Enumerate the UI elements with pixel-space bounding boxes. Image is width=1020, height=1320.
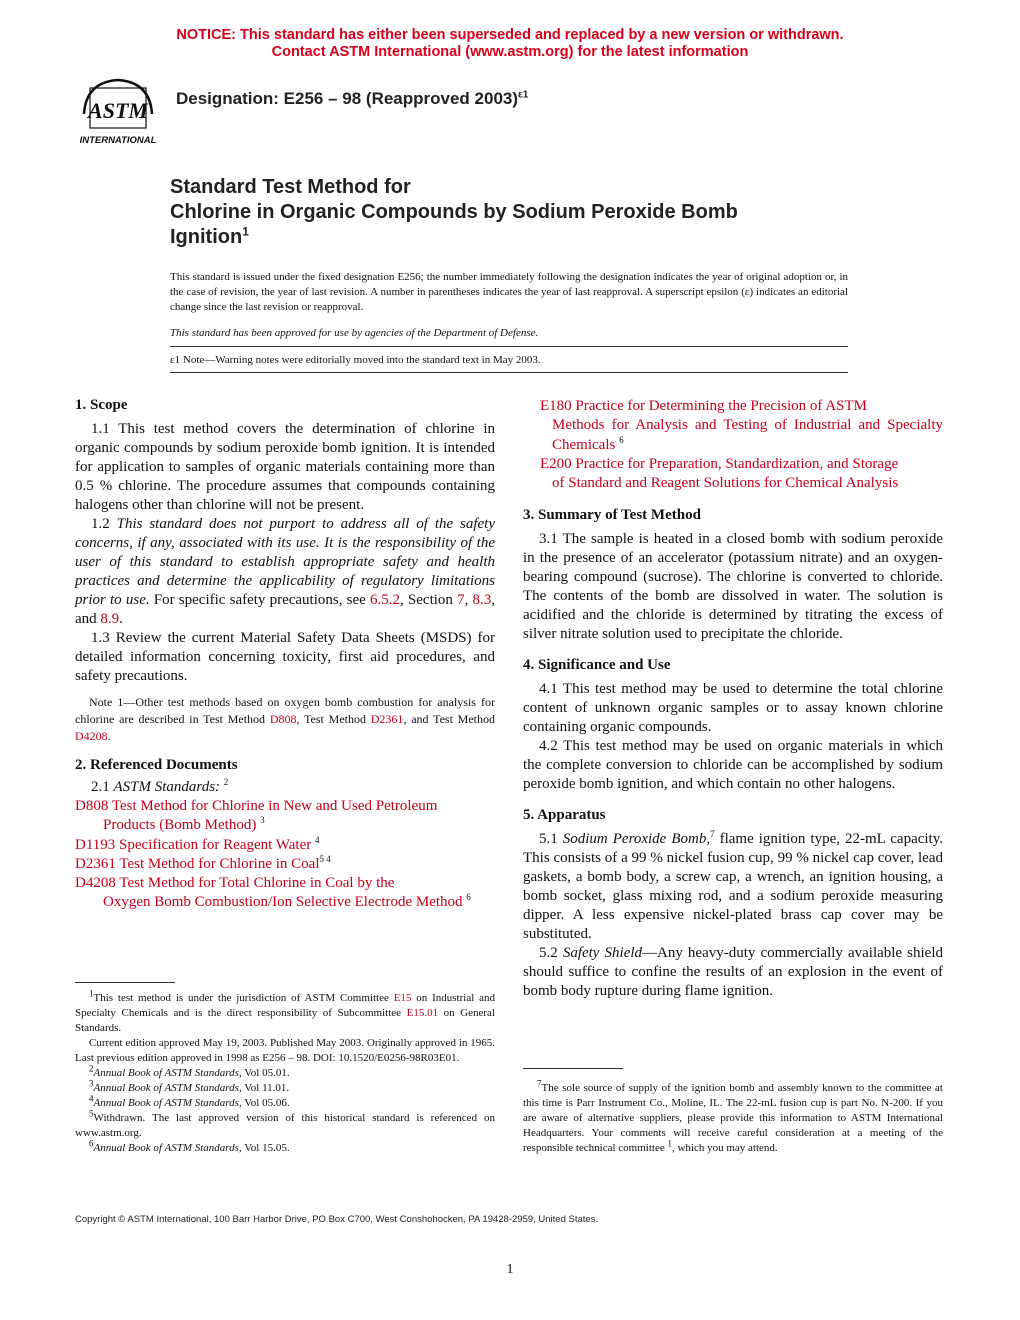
refdocs-intro-sup: 2 — [223, 777, 229, 787]
scope-1-3: 1.3 Review the current Material Safety Data Sheets (MSDS) for detailed information concerning toxicity, first aid procedures, and safety precautions. — [75, 630, 495, 684]
designation — [176, 89, 528, 109]
ref-item — [75, 874, 495, 913]
scope-1-2-sep3: , and — [75, 592, 495, 627]
document-title — [170, 175, 738, 250]
note-1-a: Note 1—Other test methods based on oxygen bomb combustion for analysis for chlorine are described in Test Method — [75, 695, 495, 726]
ref-cont-e180[interactable]: Methods for Analysis and Testing of Industrial and Specialty Chemicals — [552, 417, 943, 453]
footnote-7 — [523, 1078, 943, 1156]
astm-logo — [76, 74, 160, 148]
footnote-5: $^5$Withdrawn. The last approved version of this historical standard is referenced on www.astm.org. — [75, 1108, 495, 1139]
apparatus-5-2 — [523, 944, 943, 1001]
scope-1-2-sep1: , Section — [399, 592, 458, 608]
title-line-1: Standard Test Method for — [170, 176, 411, 198]
ref-sup-d808: 3 — [260, 815, 265, 826]
footnote-6: $^6$Annual Book of ASTM Standards, Vol 15.05. — [89, 1138, 290, 1154]
link-8-9[interactable]: 8.9 — [100, 611, 120, 627]
note-1 — [75, 694, 495, 745]
note-1-c: , and Test Method — [403, 712, 496, 726]
left-column — [75, 397, 495, 913]
right-refs — [540, 397, 943, 493]
right-column — [523, 507, 943, 1001]
ref-code-e200[interactable]: E200 — [540, 455, 572, 472]
link-section-7[interactable]: 7 — [457, 592, 465, 608]
ref-item — [75, 836, 495, 855]
ref-code-d1193[interactable]: D1193 — [75, 836, 116, 853]
designation-label: Designation: E256 – 98 (Reapproved 2003) — [176, 89, 519, 108]
ref-code-e180[interactable]: E180 — [540, 398, 572, 414]
footnote-7-sup: 1 — [667, 1138, 672, 1149]
link-d808-note[interactable]: D808 — [269, 712, 297, 726]
footnote-1-b: on Industrial and Specialty Chemicals and is the direct responsibility of Subcommittee — [75, 992, 495, 1019]
editorial-note — [170, 353, 541, 368]
ref-item — [540, 455, 943, 494]
scope-heading: 1. Scope — [75, 397, 128, 413]
note-1-d: . — [107, 729, 111, 743]
editorial-note-text: Note—Warning notes were editorially moved into the standard text in May 2003. — [182, 354, 541, 366]
apparatus-heading: 5. Apparatus — [523, 807, 606, 823]
dod-approval: This standard has been approved for use by agencies of the Department of Defense. — [170, 327, 539, 339]
link-d2361-note[interactable]: D2361 — [370, 712, 404, 726]
issuance-statement: This standard is issued under the fixed designation E256; the number immediately following the designation indicates the year of original adoption or, in the case of revision, the year of last revision. A number in parentheses indicates the year of last reapproval. A superscript epsilon (ε) indicates an editorial change since the last revision or reapproval. — [170, 271, 848, 313]
refdocs-intro-num: 2.1 — [91, 779, 110, 795]
apparatus-5-2-italic: Safety Shield — [562, 945, 643, 961]
footnote-5-text: Withdrawn. The last approved version of this historical standard is referenced on www.astm.org. — [75, 1112, 495, 1139]
ref-item — [540, 397, 943, 455]
divider-bottom — [170, 372, 848, 373]
ref-title-d1193[interactable]: Specification for Reagent Water — [119, 836, 312, 853]
astm-logo-icon — [76, 74, 160, 148]
footnote-2-vol: , Vol 05.01. — [238, 1067, 290, 1079]
significance-4-2: 4.2 This test method may be used on organic materials in which the complete conversion to chloride can be accomplished by sodium peroxide bomb ignition, and which contain no other halogens. — [523, 738, 943, 792]
footnote-6-vol: , Vol 15.05. — [238, 1142, 290, 1154]
editorial-note-mark: ε1 — [170, 354, 181, 366]
title-sup: 1 — [242, 224, 249, 239]
ref-sup-e180: 6 — [619, 434, 624, 445]
link-e15-01[interactable]: E15.01 — [406, 1007, 439, 1019]
footnote-7-b: , which you may attend. — [671, 1142, 778, 1154]
footnote-4: $^4$Annual Book of ASTM Standards, Vol 05.06. — [89, 1093, 290, 1109]
note-1-b: , Test Method — [296, 712, 371, 726]
footnote-4-book: Annual Book of ASTM Standards — [93, 1097, 239, 1109]
refdocs-intro — [75, 778, 495, 797]
apparatus-5-1 — [523, 830, 943, 944]
footnote-2: $^2$Annual Book of ASTM Standards, Vol 05.01. — [89, 1063, 290, 1079]
ref-sup-d1193: 4 — [314, 834, 320, 845]
link-e15[interactable]: E15 — [393, 992, 412, 1004]
ref-cont-d4208[interactable]: Oxygen Bomb Combustion/Ion Selective Electrode Method — [103, 894, 463, 911]
footnote-rule-right — [523, 1068, 623, 1069]
ref-title-e180[interactable]: Practice for Determining the Precision of ASTM — [575, 398, 868, 414]
footnote-1-c: on General Standards. — [75, 1007, 496, 1034]
ref-code-d4208[interactable]: D4208 — [75, 875, 116, 892]
footnote-3-vol: , Vol 11.01. — [238, 1082, 290, 1094]
scope-1-2-end: . — [119, 611, 123, 627]
ref-item — [75, 855, 495, 874]
designation-sup: ε1 — [518, 89, 529, 101]
footnote-1-edition: Current edition approved May 19, 2003. Published May 2003. Originally approved in 1965. Last previous edition approved in 1998 as E256 – 98. DOI: 10.1520/E0256-98R03E01. — [75, 1037, 495, 1064]
notice-line-2: Contact ASTM International (www.astm.org) for the latest information — [271, 44, 749, 60]
ref-cont-d808[interactable]: Products (Bomb Method) — [103, 817, 257, 834]
summary-3-1: 3.1 The sample is heated in a closed bomb with sodium peroxide in the presence of an accelerator (potassium nitrate) and an oxygen-bearing compound (sucrose). The chlorine is converted to chloride. The contents of the bomb are dissolved in water. The solution is acidified and the chloride is determined by titrating the excess of silver nitrate solution used to precipitate the chloride. — [523, 531, 943, 642]
scope-1-2-italic: This standard does not purport to address all of the safety concerns, if any, associated with its use. It is the responsibility of the user of this standard to establish appropriate safety and health practices and determine the applicability of regulatory limitations prior to use. — [75, 516, 496, 608]
footnote-3-book: Annual Book of ASTM Standards — [93, 1082, 239, 1094]
footnote-1-a: This test method is under the jurisdiction of ASTM Committee — [93, 992, 394, 1004]
copyright: Copyright © ASTM International, 100 Barr Harbor Drive, PO Box C700, West Conshohocken, PA 19428-2959, United States. — [75, 1214, 599, 1225]
title-line-3: Ignition — [170, 226, 243, 248]
footnote-6-book: Annual Book of ASTM Standards — [93, 1142, 239, 1154]
apparatus-5-2-num: 5.2 — [539, 945, 558, 961]
link-8-3[interactable]: 8.3 — [472, 592, 492, 608]
withdrawal-notice — [0, 27, 1020, 61]
apparatus-5-1-sup: 7 — [710, 829, 715, 839]
ref-cont-e200[interactable]: of Standard and Reagent Solutions for Chemical Analysis — [552, 475, 899, 492]
significance-4-1: 4.1 This test method may be used to determine the total chlorine content of unknown organic samples or to assay known chlorine containing organic compounds. — [523, 681, 943, 735]
title-line-2: Chlorine in Organic Compounds by Sodium Peroxide Bomb — [170, 201, 738, 223]
refdocs-heading: 2. Referenced Documents — [75, 757, 238, 773]
ref-title-d2361[interactable]: Test Method for Chlorine in Coal — [119, 855, 320, 872]
logo-subtext: INTERNATIONAL — [79, 135, 157, 146]
link-d4208-note[interactable]: D4208 — [75, 729, 108, 743]
ref-item — [75, 797, 495, 836]
footnote-7-a: The sole source of supply of the ignition bomb and assembly known to the committee at this time is Parr Instrument Co., Moline, IL. The 22-mL fusion cup is part No. N-200. If you are aware of alternative suppliers, please provide this information to ASTM International Headquarters. Your comments will receive careful consideration at a meeting of the responsible technical committee — [523, 1082, 943, 1154]
notice-line-1: NOTICE: This standard has either been superseded and replaced by a new version or withdrawn. — [176, 27, 844, 43]
summary-heading: 3. Summary of Test Method — [523, 507, 701, 523]
footnotes-left — [75, 988, 496, 1156]
footnote-4-vol: , Vol 05.06. — [238, 1097, 290, 1109]
footnote-2-book: Annual Book of ASTM Standards — [93, 1067, 239, 1079]
footnote-rule-left — [75, 982, 175, 983]
ref-sup-d2361: 5 4 — [319, 853, 331, 864]
footnote-3: $^3$Annual Book of ASTM Standards, Vol 11.01. — [89, 1078, 290, 1094]
ref-title-e200[interactable]: Practice for Preparation, Standardization, and Storage — [575, 455, 899, 472]
footnote-1: $^1$This test method is under the jurisdiction of ASTM Committee E15 on Industrial and Specialty Chemicals and is the direct responsibility of Subcommittee E15.01 on General Standards. — [75, 988, 496, 1034]
ref-title-d808[interactable]: Test Method for Chlorine in New and Used Petroleum — [111, 798, 438, 814]
logo-text: ASTM — [88, 98, 148, 123]
apparatus-5-1-italic: Sodium Peroxide Bomb, — [562, 831, 711, 847]
page-number: 1 — [506, 1262, 514, 1277]
refdocs-intro-italic: ASTM Standards: — [113, 779, 221, 795]
scope-1-2-num: 1.2 — [91, 516, 110, 532]
ref-sup-d4208: 6 — [466, 892, 471, 903]
scope-1-2-tail: For specific safety precautions, see — [153, 592, 366, 608]
apparatus-5-1-num: 5.1 — [539, 831, 558, 847]
scope-1-2 — [75, 515, 495, 629]
significance-heading: 4. Significance and Use — [523, 657, 671, 673]
ref-code-d2361[interactable]: D2361 — [75, 855, 116, 872]
scope-1-2-sep2: , — [464, 592, 473, 608]
divider-top — [170, 346, 848, 347]
footnote-7-body: $^7$The sole source of supply of the ignition bomb and assembly known to the committee at this time is Parr Instrument Co., Moline, IL. The 22-mL fusion cup is part No. N-200. If you are aware of alternative suppliers, please provide this information to ASTM International Headquarters. Your comments will receive careful consideration at a meeting of the responsible technical committee $^1$, which you may attend. — [523, 1078, 943, 1154]
apparatus-5-1-text: flame ignition type, 22-mL capacity. This consists of a 99 % nickel fusion cup, 99 % nickel cap cover, lead gaskets, a bomb body, a screw cap, a wrench, an ignition housing, a bomb socket, glass mixing rod, and a sodium peroxide measuring dipper. A less expensive nickel-plated brass cap cover may be substituted. — [523, 831, 943, 942]
link-6-5-2[interactable]: 6.5.2 — [369, 592, 400, 608]
scope-1-1: 1.1 This test method covers the determination of chlorine in organic compounds by sodium peroxide bomb ignition. It is intended for application to samples of organic materials containing more than 0.5 % chlorine. The procedure assumes that compounds containing halogens other than chlorine will not be present. — [75, 421, 495, 513]
apparatus-5-2-text: —Any heavy-duty commercially available shield should suffice to confine the results of an explosion in the event of bomb body rupture during flame ignition. — [523, 945, 943, 999]
ref-title-d4208[interactable]: Test Method for Total Chlorine in Coal by the — [119, 875, 395, 892]
ref-code-d808[interactable]: D808 — [75, 798, 109, 814]
